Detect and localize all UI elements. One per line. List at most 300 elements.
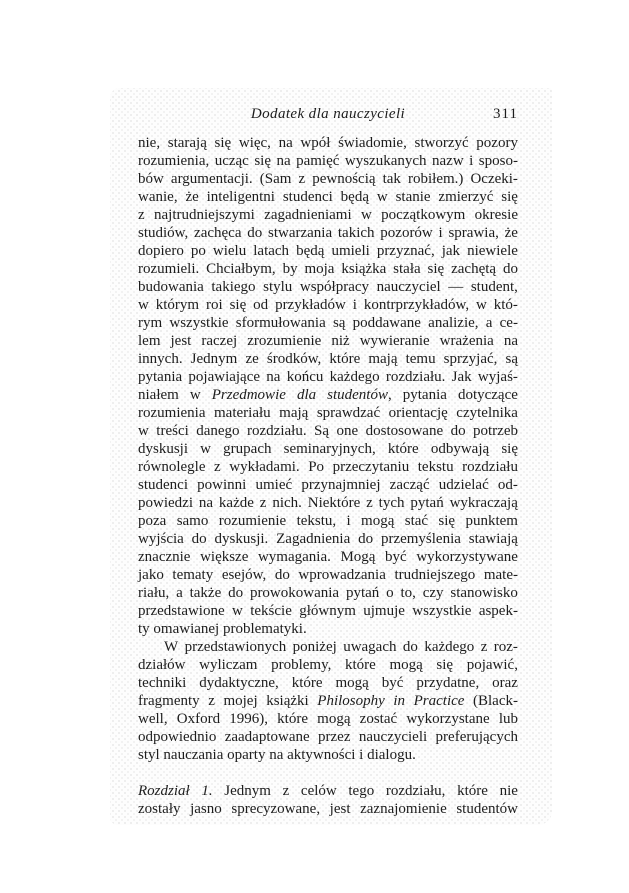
word: głównym xyxy=(299,603,356,619)
word: przedstawionych xyxy=(184,639,287,655)
text-line xyxy=(138,422,518,440)
word: pewnością xyxy=(312,171,376,187)
word: rozumienie xyxy=(218,513,287,529)
text-line xyxy=(138,800,518,818)
word: rym xyxy=(138,315,163,331)
word: wszystkie xyxy=(412,603,472,619)
word: i xyxy=(352,297,357,313)
word: w xyxy=(200,441,212,457)
word: do xyxy=(402,639,418,655)
word: — xyxy=(448,279,464,295)
word: Po xyxy=(308,459,325,475)
word: mate- xyxy=(483,567,518,583)
word: rozdziału xyxy=(462,459,518,475)
word: budowania xyxy=(138,279,204,295)
word: które xyxy=(329,351,361,367)
word: orientację xyxy=(388,405,448,421)
word: świadomie, xyxy=(338,135,407,151)
word: poniżej xyxy=(292,639,337,655)
word: niż xyxy=(331,333,350,349)
word: które xyxy=(457,783,488,799)
word: poza xyxy=(138,513,167,529)
text-line xyxy=(138,242,518,260)
word: Oczeki- xyxy=(470,171,518,187)
word: w xyxy=(360,207,372,223)
word: tak xyxy=(382,171,401,187)
text-line xyxy=(138,620,518,638)
word: stała xyxy=(393,261,421,277)
word: aspek- xyxy=(478,603,518,619)
word: pojawić, xyxy=(466,657,518,673)
word: grupach xyxy=(223,441,272,457)
word: nauczyciel xyxy=(376,279,441,295)
word: które xyxy=(344,657,376,673)
word: oraz xyxy=(492,675,518,691)
text-line xyxy=(138,746,518,764)
word: każdego xyxy=(329,369,380,385)
word: rozumienia xyxy=(138,405,206,421)
word: przynajmniej xyxy=(301,477,381,493)
word: one xyxy=(336,423,359,439)
word: rozdziału. xyxy=(385,369,446,385)
text-line xyxy=(138,674,518,692)
word: się xyxy=(427,261,445,277)
word: zostać xyxy=(359,711,398,727)
word: przydatne, xyxy=(416,675,480,691)
word: zrozumienie xyxy=(247,333,322,349)
word: Jak xyxy=(451,369,472,385)
word: materiału xyxy=(214,405,271,421)
word: takich xyxy=(337,225,375,241)
word: umieli xyxy=(331,243,370,259)
word: niałem xyxy=(138,387,179,403)
word: do xyxy=(502,261,518,277)
word: Jednym xyxy=(224,783,271,799)
text-line xyxy=(138,314,518,332)
word: do xyxy=(247,225,263,241)
word: jako xyxy=(138,567,164,583)
word: książka xyxy=(341,261,387,277)
word: dostosowane xyxy=(365,423,444,439)
word: temu xyxy=(405,351,436,367)
word: mają xyxy=(368,351,398,367)
word: tych xyxy=(378,495,405,511)
word: powiedzi xyxy=(138,495,193,511)
word: poddawane xyxy=(352,315,421,331)
word: Mogą xyxy=(340,549,376,565)
word: wykorzystywane xyxy=(416,549,518,565)
word: przyznać, xyxy=(376,243,435,259)
word: wykraczają xyxy=(449,495,518,511)
word: po xyxy=(190,243,206,259)
word: starają xyxy=(167,135,207,151)
page-scan-region xyxy=(110,88,552,825)
word: pytania xyxy=(402,387,447,403)
word: Są xyxy=(314,423,330,439)
word: w xyxy=(138,423,149,439)
word: stawiają xyxy=(468,531,518,547)
word: z xyxy=(366,495,373,511)
word: które xyxy=(291,675,323,691)
word: sprzyjać, xyxy=(443,351,498,367)
word: riału, xyxy=(138,585,170,601)
paragraph xyxy=(138,638,518,764)
word: od xyxy=(253,297,269,313)
word: pozorów xyxy=(380,225,433,241)
word: któ- xyxy=(493,297,518,313)
word: 1996), xyxy=(229,711,268,727)
word: przemyślenia xyxy=(380,531,461,547)
word: samo xyxy=(176,513,209,529)
text-line xyxy=(138,782,518,800)
word: na xyxy=(276,153,291,169)
word: lub xyxy=(498,711,518,727)
text-line xyxy=(138,692,518,710)
word: nich. xyxy=(272,495,302,511)
text-run: styl nauczania oparty na aktywności i dialogu. xyxy=(138,747,416,763)
word: Jednym xyxy=(190,351,238,367)
word: problemy, xyxy=(271,657,332,673)
word: książki xyxy=(266,693,309,709)
text-line xyxy=(138,566,518,584)
word: w xyxy=(476,297,487,313)
text-line xyxy=(138,296,518,314)
word: powinni xyxy=(197,477,247,493)
word: które xyxy=(387,441,419,457)
word: Przedmowie xyxy=(211,387,286,403)
word: rozdziału, xyxy=(385,783,446,799)
word: studenci xyxy=(138,477,188,493)
word: przez xyxy=(318,729,351,745)
word: niewiele xyxy=(467,243,518,259)
word: treści xyxy=(156,423,189,439)
text-line xyxy=(138,458,518,476)
word: stanowisko xyxy=(450,585,518,601)
word: well, xyxy=(138,711,168,727)
word: wanie, xyxy=(138,189,178,205)
word: się xyxy=(501,189,518,205)
word: studentów, xyxy=(327,387,392,403)
word: przedstawione xyxy=(138,603,225,619)
word: wykorzystane xyxy=(406,711,490,727)
word: w xyxy=(189,387,201,403)
word: nazw xyxy=(432,153,464,169)
paragraph xyxy=(138,782,518,818)
text-line xyxy=(138,728,518,746)
word: pamięć xyxy=(296,153,340,169)
word: Zagadnienia xyxy=(276,531,351,547)
word: i xyxy=(438,225,443,241)
word: do xyxy=(274,567,290,583)
text-line xyxy=(138,548,518,566)
word: sprawdzać xyxy=(316,405,381,421)
paragraph xyxy=(138,134,518,638)
word: końcu xyxy=(286,369,324,385)
word: rozumieli. xyxy=(138,261,200,277)
word: stanie xyxy=(395,189,431,205)
running-header xyxy=(138,105,518,123)
word: każde xyxy=(218,495,254,511)
word: wyszukanych xyxy=(344,153,427,169)
word: którym xyxy=(155,297,200,313)
word: student, xyxy=(470,279,518,295)
word: się xyxy=(254,153,271,169)
text-line xyxy=(138,188,518,206)
word: W xyxy=(164,639,179,655)
word: wykładami. xyxy=(229,459,300,475)
word: wrażenia xyxy=(439,333,494,349)
word: zagadnieniami xyxy=(264,207,352,223)
word: rozdziału. xyxy=(247,423,307,439)
word: w xyxy=(138,297,149,313)
text-line xyxy=(138,602,518,620)
text-line xyxy=(138,656,518,674)
word: przykładów xyxy=(275,297,346,313)
word: o xyxy=(386,585,394,601)
word: a xyxy=(176,585,183,601)
word: okresie xyxy=(474,207,518,223)
word: Rozdział xyxy=(138,783,190,799)
word: Chciałbym, xyxy=(206,261,276,277)
word: Niektóre xyxy=(307,495,361,511)
word: lem xyxy=(138,333,161,349)
word: sposo- xyxy=(478,153,518,169)
word: kontrprzykładów, xyxy=(363,297,470,313)
word: zaadaptowane xyxy=(224,729,310,745)
word: wprowadzania xyxy=(298,567,386,583)
word: że xyxy=(504,225,518,241)
word: seminaryjnych, xyxy=(283,441,376,457)
word: roz- xyxy=(493,639,518,655)
word: będą xyxy=(340,189,369,205)
word: z xyxy=(259,495,267,511)
word: analizie, xyxy=(428,315,479,331)
word: zachętą xyxy=(451,261,497,277)
word: esejów, xyxy=(221,567,267,583)
word: argumentacji. xyxy=(170,171,253,187)
word: stać xyxy=(404,513,429,529)
word: przeczytaniu xyxy=(332,459,410,475)
word: ze xyxy=(245,351,259,367)
word: umieć xyxy=(255,477,293,493)
word: prowokowania xyxy=(249,585,340,601)
word: tekście xyxy=(250,603,292,619)
text-line xyxy=(138,134,518,152)
text-line xyxy=(138,332,518,350)
word: dyskusji xyxy=(138,441,189,457)
word: udzielać xyxy=(438,477,489,493)
word: wywieranie xyxy=(359,333,430,349)
word: dydaktyczne, xyxy=(199,675,279,691)
word: celów xyxy=(300,783,337,799)
running-head-title: Dodatek dla nauczycieli xyxy=(250,106,406,122)
word: jak xyxy=(441,243,461,259)
word: dla xyxy=(296,387,317,403)
word: się xyxy=(214,135,232,151)
word: tematy xyxy=(172,567,214,583)
word: na xyxy=(278,135,293,151)
word: od- xyxy=(497,477,518,493)
word: fragmenty xyxy=(138,693,200,709)
text-line xyxy=(138,404,518,422)
word: stwarzania xyxy=(267,225,333,241)
text-line xyxy=(138,476,518,494)
text-line xyxy=(138,494,518,512)
word: wymagania. xyxy=(257,549,331,565)
word: do xyxy=(228,585,244,601)
word: początkowym xyxy=(381,207,466,223)
word: techniki xyxy=(138,675,187,691)
word: znacznie xyxy=(138,549,191,565)
word: stworzyć xyxy=(414,135,469,151)
word: więc, xyxy=(238,135,271,151)
word: pytania xyxy=(138,369,183,385)
word: pytań xyxy=(345,585,380,601)
text-line xyxy=(138,530,518,548)
text-line xyxy=(138,224,518,242)
word: odbywają xyxy=(430,441,490,457)
word: do xyxy=(358,531,374,547)
word: na xyxy=(503,333,518,349)
word: to, xyxy=(400,585,416,601)
text-line xyxy=(138,368,518,386)
text-line xyxy=(138,710,518,728)
word: każdego xyxy=(424,639,475,655)
word: pozory xyxy=(476,135,518,151)
word: raczej xyxy=(201,333,238,349)
word: większe xyxy=(200,549,249,565)
word: tego xyxy=(348,783,375,799)
word: Oxford xyxy=(176,711,221,727)
text-line xyxy=(138,440,518,458)
word: dopiero xyxy=(138,243,184,259)
word: zmierzyć xyxy=(438,189,494,205)
word: wyjaś- xyxy=(477,369,518,385)
word: studiów, xyxy=(138,225,189,241)
page-number: 311 xyxy=(493,106,518,122)
word: by xyxy=(282,261,298,277)
word: bów xyxy=(138,171,164,187)
word: z xyxy=(298,171,306,187)
word: mogą xyxy=(389,657,423,673)
word: się xyxy=(436,657,454,673)
word: uwagach xyxy=(343,639,397,655)
word: moja xyxy=(304,261,335,277)
word: są xyxy=(505,351,518,367)
text-line xyxy=(138,512,518,530)
text-line xyxy=(138,278,518,296)
word: wpół xyxy=(300,135,331,151)
word: tekstu, xyxy=(296,513,337,529)
word: innych. xyxy=(138,351,183,367)
word: ujmuje xyxy=(363,603,405,619)
word: dotyczące xyxy=(457,387,518,403)
word: się xyxy=(438,513,456,529)
word: na xyxy=(198,495,214,511)
word: z xyxy=(480,639,488,655)
word: dyskusji. xyxy=(214,531,269,547)
text-line xyxy=(138,260,518,278)
word: mają xyxy=(279,405,309,421)
word: nie, xyxy=(138,135,161,151)
word: mojej xyxy=(223,693,258,709)
word: ucząc xyxy=(214,153,249,169)
word: mogą xyxy=(317,711,351,727)
word: które xyxy=(277,711,308,727)
word: z xyxy=(214,459,221,475)
word: zacząć xyxy=(389,477,430,493)
word: z xyxy=(208,693,215,709)
word: w xyxy=(376,189,388,205)
text-line xyxy=(138,584,518,602)
word: takiego xyxy=(211,279,256,295)
word: punktem xyxy=(465,513,518,529)
word: wyliczam xyxy=(199,657,258,673)
word: mogą xyxy=(335,675,369,691)
word: Philosophy xyxy=(317,693,385,709)
word: wszystkie xyxy=(169,315,229,331)
text-line xyxy=(138,152,518,170)
word: preferujących xyxy=(435,729,518,745)
word: czy xyxy=(422,585,444,601)
word: z xyxy=(282,783,290,799)
word: danego xyxy=(196,423,240,439)
word: 1. xyxy=(201,783,213,799)
word: jest xyxy=(329,801,351,817)
word: ce- xyxy=(499,315,518,331)
word: a xyxy=(485,315,493,331)
word: jest xyxy=(170,333,192,349)
word: potrzeb xyxy=(473,423,518,439)
word: czytelnika xyxy=(456,405,518,421)
word: tekstu xyxy=(417,459,454,475)
word: jasno xyxy=(190,801,222,817)
word: w xyxy=(232,603,243,619)
word: in xyxy=(393,693,406,709)
word: do xyxy=(191,531,207,547)
word: sprawia, xyxy=(448,225,499,241)
word: się xyxy=(501,441,518,457)
word: działów xyxy=(138,657,186,673)
word: (Black- xyxy=(473,693,518,709)
word: środków, xyxy=(266,351,322,367)
word: być xyxy=(381,675,404,691)
word: trudniejszego xyxy=(394,567,476,583)
text-run: ty omawianej problematyki. xyxy=(138,621,307,637)
word: na xyxy=(266,369,281,385)
word: nauczycieli xyxy=(358,729,428,745)
word: mogą xyxy=(361,513,395,529)
word: najtrudniejszymi xyxy=(154,207,255,223)
word: że xyxy=(185,189,199,205)
word: inteligentni xyxy=(206,189,275,205)
word: pytań xyxy=(410,495,444,511)
word: rozumienia, xyxy=(138,153,210,169)
word: być xyxy=(385,549,407,565)
text-line xyxy=(138,386,518,404)
word: sprecyzowane, xyxy=(231,801,321,817)
word: (Sam xyxy=(259,171,292,187)
word: i xyxy=(346,513,351,529)
word: także xyxy=(189,585,222,601)
word: zostały xyxy=(138,801,181,817)
word: i xyxy=(469,153,474,169)
word: zachęca xyxy=(194,225,242,241)
text-line xyxy=(138,206,518,224)
word: wyjścia xyxy=(138,531,184,547)
word: równolegle xyxy=(138,459,206,475)
text-line xyxy=(138,350,518,368)
